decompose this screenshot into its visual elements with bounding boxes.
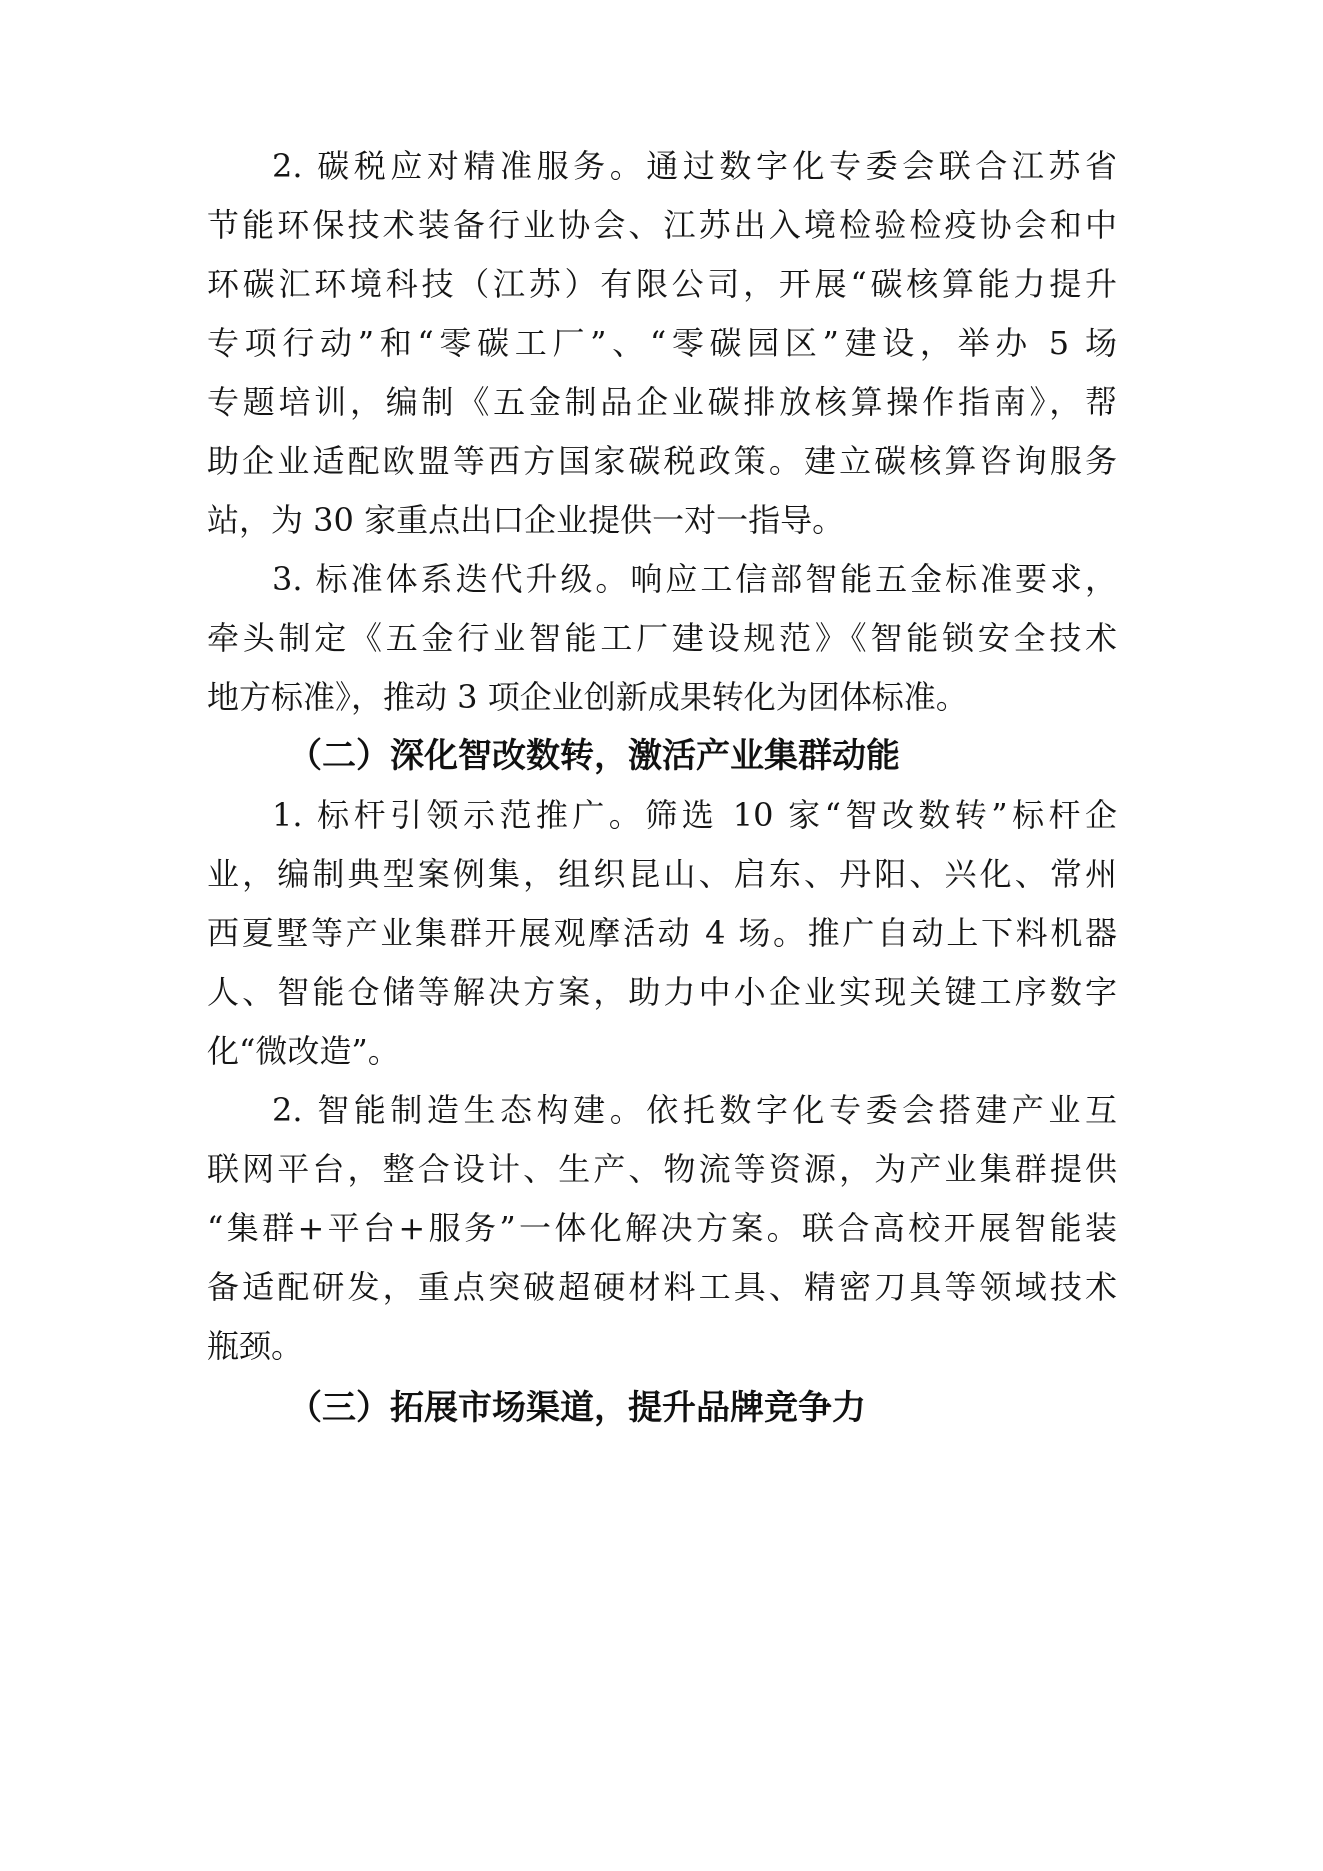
paragraph-line: 业，编制典型案例集，组织昆山、启东、丹阳、兴化、常州	[207, 855, 1117, 893]
paragraph-line: 人、智能仓储等解决方案，助力中小企业实现关键工序数字	[207, 973, 1117, 1011]
paragraph-line: “集群+平台+服务”一体化解决方案。联合高校开展智能装	[207, 1209, 1117, 1247]
paragraph-line: 专项行动”和“零碳工厂”、“零碳园区”建设，举办 5 场	[207, 324, 1117, 362]
section-heading: （三）拓展市场渠道，提升品牌竞争力	[288, 1388, 866, 1428]
paragraph-line: 联网平台，整合设计、生产、物流等资源，为产业集群提供	[207, 1150, 1117, 1188]
paragraph-line: 2. 碳税应对精准服务。通过数字化专委会联合江苏省	[272, 147, 1117, 185]
paragraph-line: 3. 标准体系迭代升级。响应工信部智能五金标准要求，	[272, 560, 1117, 598]
paragraph-line: 2. 智能制造生态构建。依托数字化专委会搭建产业互	[272, 1091, 1117, 1129]
section-heading: （二）深化智改数转，激活产业集群动能	[288, 736, 900, 776]
paragraph-line: 专题培训，编制《五金制品企业碳排放核算操作指南》，帮	[207, 383, 1117, 421]
paragraph-line: 助企业适配欧盟等西方国家碳税政策。建立碳核算咨询服务	[207, 442, 1117, 480]
paragraph-line: 牵头制定《五金行业智能工厂建设规范》《智能锁安全技术	[207, 619, 1117, 657]
paragraph-line: 瓶颈。	[207, 1327, 304, 1365]
paragraph-line: 站，为 30 家重点出口企业提供一对一指导。	[207, 501, 845, 539]
paragraph-line: 1. 标杆引领示范推广。筛选 10 家“智改数转”标杆企	[272, 796, 1117, 834]
paragraph-line: 化“微改造”。	[207, 1032, 400, 1070]
paragraph-line: 地方标准》，推动 3 项企业创新成果转化为团体标准。	[207, 678, 968, 716]
paragraph-line: 节能环保技术装备行业协会、江苏出入境检验检疫协会和中	[207, 206, 1117, 244]
paragraph-line: 环碳汇环境科技（江苏）有限公司，开展“碳核算能力提升	[207, 265, 1117, 303]
paragraph-line: 西夏墅等产业集群开展观摩活动 4 场。推广自动上下料机器	[207, 914, 1117, 952]
paragraph-line: 备适配研发，重点突破超硬材料工具、精密刀具等领域技术	[207, 1268, 1117, 1306]
